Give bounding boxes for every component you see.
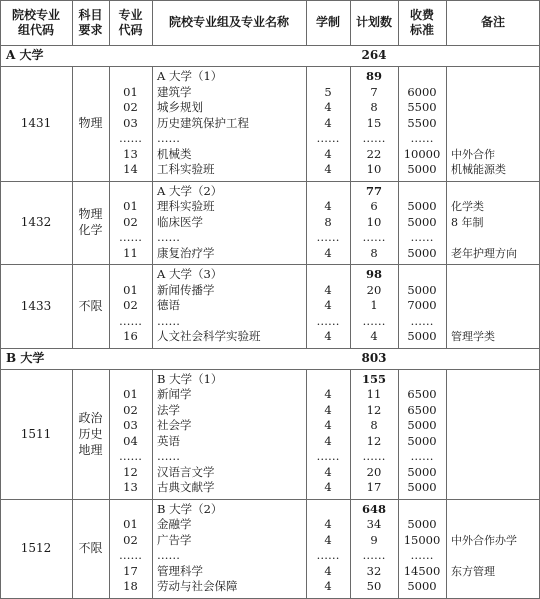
major-plan: …… [362, 131, 386, 145]
major-row [0, 85, 540, 101]
table-rule-vertical [350, 181, 351, 265]
major-row [0, 434, 540, 450]
major-plan: 34 [366, 517, 382, 531]
table-rule-vertical [0, 181, 1, 265]
major-code: 12 [123, 464, 138, 479]
major-plan: 12 [366, 433, 382, 448]
major-name: 广告学 [157, 532, 192, 547]
major-years: 4 [324, 517, 332, 531]
major-note: 中外合作 [451, 147, 495, 161]
major-code: 02 [123, 298, 138, 312]
table-rule-vertical [398, 499, 399, 598]
major-years: 4 [324, 199, 332, 213]
major-code: 01 [123, 517, 138, 531]
table-rule-vertical [306, 0, 307, 45]
header-years-text: 学制 [315, 15, 340, 29]
major-years: …… [316, 449, 340, 463]
major-row [0, 329, 540, 345]
table-rule-vertical [152, 499, 153, 598]
major-row [0, 246, 540, 262]
major-row [0, 298, 540, 314]
major-code: …… [119, 449, 142, 463]
major-fee: …… [410, 131, 434, 145]
major-name: 汉语言文学 [157, 464, 215, 479]
major-plan: 20 [366, 464, 382, 479]
major-plan: 50 [366, 579, 382, 593]
header-major-code [109, 0, 152, 45]
major-row [0, 199, 540, 215]
major-name: 工科实验班 [157, 162, 215, 176]
table-rule-horizontal [0, 264, 540, 265]
major-row [0, 100, 540, 116]
major-plan: 9 [370, 532, 378, 547]
header-fee-line2: 标准 [409, 22, 434, 37]
group-code: 1511 [20, 426, 52, 441]
major-code: …… [119, 131, 142, 145]
major-name: 人文社会科学实验班 [157, 329, 261, 343]
table-rule-vertical [350, 66, 351, 181]
major-years: 4 [324, 579, 332, 593]
major-code: 02 [123, 402, 138, 417]
major-code: 04 [123, 433, 138, 448]
major-name: A 大学（1） [157, 69, 223, 83]
major-name: …… [157, 131, 180, 145]
school-total-plan: 803 [361, 350, 387, 365]
major-years: 4 [324, 418, 332, 432]
major-name: 历史建筑保护工程 [157, 115, 249, 130]
major-fee: 14500 [403, 563, 441, 578]
header-fee-line1: 收费 [409, 7, 434, 22]
major-name: 英语 [157, 433, 180, 448]
major-years: …… [316, 131, 340, 145]
major-code: 13 [123, 480, 138, 494]
major-code: …… [119, 548, 142, 562]
major-code: 01 [123, 282, 138, 297]
group-title-row [0, 267, 540, 283]
major-plan: 89 [365, 69, 382, 83]
table-rule-vertical [152, 181, 153, 265]
major-plan: 648 [361, 501, 386, 516]
table-rule-vertical [306, 369, 307, 499]
school-row [0, 47, 540, 64]
major-name: B 大学（1） [157, 371, 223, 386]
major-fee: …… [410, 313, 434, 328]
school-total-plan: 264 [361, 48, 387, 62]
table-rule-horizontal [0, 66, 540, 67]
major-row [0, 564, 540, 580]
table-rule-vertical [446, 499, 447, 598]
major-name: …… [157, 230, 180, 244]
table-rule-vertical [0, 45, 1, 66]
school-row [0, 350, 540, 367]
major-plan: 6 [370, 199, 378, 213]
major-plan: 10 [366, 214, 382, 229]
major-code: 03 [123, 418, 138, 432]
major-years: 4 [324, 433, 332, 448]
major-fee: 5000 [407, 214, 437, 229]
table-rule-vertical [72, 181, 73, 265]
table-rule-horizontal [0, 181, 540, 182]
major-fee: 6500 [407, 387, 437, 401]
major-name: 法学 [157, 402, 180, 417]
header-subject-line2: 要求 [78, 22, 103, 37]
major-name: 理科实验班 [157, 199, 215, 213]
group-title-row [0, 69, 540, 85]
table-rule-horizontal [0, 369, 540, 370]
major-years: 5 [324, 84, 332, 99]
major-plan: 77 [365, 183, 382, 198]
major-fee: 5000 [407, 329, 437, 343]
table-rule-vertical [72, 499, 73, 598]
major-years: 4 [324, 282, 332, 297]
major-name: 新闻传播学 [157, 282, 215, 297]
major-row [0, 314, 540, 330]
major-row [0, 162, 540, 178]
subject-line: 不限 [78, 298, 103, 313]
major-years: 4 [324, 100, 332, 114]
major-name: 劳动与社会保障 [157, 579, 238, 593]
header-years [306, 0, 350, 45]
major-fee: 5500 [407, 100, 437, 114]
major-code: 01 [123, 84, 138, 99]
major-row [0, 533, 540, 549]
table-rule-vertical [72, 66, 73, 181]
major-fee: …… [410, 548, 434, 562]
table-rule-vertical [446, 0, 447, 45]
major-name: 古典文献学 [157, 480, 215, 494]
major-years: 4 [324, 245, 332, 260]
header-group-code-line1: 院校专业 [11, 7, 60, 22]
major-fee: 6500 [407, 402, 437, 417]
subject-line: 不限 [78, 541, 103, 555]
major-fee: 10000 [403, 146, 441, 161]
subject-line: 化学 [78, 223, 103, 238]
major-fee: 5000 [407, 464, 437, 479]
table-rule-vertical [109, 264, 110, 348]
major-fee: …… [410, 230, 434, 244]
major-note: 中外合作办学 [451, 533, 517, 547]
table-rule-vertical [72, 264, 73, 348]
table-rule-vertical [72, 369, 73, 499]
major-row [0, 465, 540, 481]
table-rule-vertical [0, 499, 1, 598]
group-code: 1433 [20, 298, 52, 313]
major-row [0, 230, 540, 246]
table-rule-vertical [109, 499, 110, 598]
major-row [0, 579, 540, 595]
major-code: 02 [123, 100, 138, 114]
table-rule-vertical [152, 66, 153, 181]
table-rule-vertical [306, 264, 307, 348]
major-years: 4 [324, 115, 332, 130]
major-fee: …… [410, 449, 434, 463]
major-plan: 8 [370, 418, 378, 432]
header-name [152, 0, 306, 45]
major-plan: 12 [366, 402, 382, 417]
major-plan: 98 [365, 267, 382, 281]
major-name: 金融学 [157, 517, 192, 531]
table-rule-vertical [398, 0, 399, 45]
major-plan: …… [362, 313, 386, 328]
major-plan: …… [362, 449, 386, 463]
header-major-code-line1: 专业 [118, 7, 143, 22]
major-years: 4 [324, 146, 332, 161]
major-code: 11 [123, 245, 138, 260]
major-row [0, 215, 540, 231]
major-years: 4 [324, 563, 332, 578]
major-years: 4 [324, 329, 332, 343]
table-rule-vertical [398, 369, 399, 499]
major-code: 14 [123, 162, 138, 176]
major-note: 老年护理方向 [451, 246, 517, 260]
table-rule-vertical [0, 66, 1, 181]
subject-line: 历史 [78, 426, 103, 441]
major-fee: 5000 [407, 517, 437, 531]
table-rule-vertical [350, 369, 351, 499]
major-name: 新闻学 [157, 387, 192, 401]
major-fee: 5000 [407, 162, 437, 176]
table-rule-vertical [350, 499, 351, 598]
header-group-code [0, 0, 72, 45]
major-plan: 4 [370, 329, 378, 343]
major-code: 18 [123, 579, 138, 593]
header-subject [72, 0, 109, 45]
major-plan: 155 [361, 371, 386, 386]
major-name: 城乡规划 [157, 100, 203, 114]
table-rule-vertical [152, 264, 153, 348]
major-row [0, 480, 540, 496]
major-name: 康复治疗学 [157, 245, 215, 260]
major-note: 化学类 [451, 200, 484, 213]
major-plan: 7 [370, 84, 378, 99]
group-title-row [0, 184, 540, 200]
major-name: 社会学 [157, 418, 192, 432]
major-row [0, 147, 540, 163]
major-note: 管理学类 [451, 330, 495, 343]
table-rule-vertical [109, 369, 110, 499]
major-fee: 5000 [407, 433, 437, 448]
major-plan: …… [362, 548, 386, 562]
table-rule-horizontal [0, 45, 540, 46]
major-name: 机械类 [157, 146, 192, 161]
major-plan: 20 [366, 282, 382, 297]
major-fee: 5000 [407, 199, 437, 213]
major-note: 东方管理 [451, 564, 495, 578]
table-rule-vertical [0, 0, 1, 45]
group-title-row [0, 502, 540, 518]
major-name: …… [157, 313, 180, 328]
table-rule-vertical [398, 181, 399, 265]
major-years: 4 [324, 480, 332, 494]
major-plan: 15 [366, 115, 382, 130]
major-row [0, 418, 540, 434]
major-years: 4 [324, 298, 332, 312]
major-row [0, 517, 540, 533]
major-plan: 8 [370, 100, 378, 114]
major-years: 4 [324, 387, 332, 401]
table-rule-vertical [72, 0, 73, 45]
header-major-code-line2: 代码 [118, 22, 143, 37]
major-years: …… [316, 548, 340, 562]
major-code: 13 [123, 146, 138, 161]
major-code: 01 [123, 387, 138, 401]
header-name-text: 院校专业组及专业名称 [168, 15, 289, 29]
table-rule-horizontal [0, 598, 540, 599]
table-rule-vertical [109, 66, 110, 181]
table-rule-vertical [152, 369, 153, 499]
table-rule-vertical [306, 66, 307, 181]
header-group-code-line2: 组代码 [17, 22, 54, 37]
major-fee: 5000 [407, 418, 437, 432]
table-rule-vertical [446, 66, 447, 181]
subject-line: 物理 [78, 116, 103, 131]
table-rule-vertical [446, 181, 447, 265]
major-plan: 10 [366, 162, 382, 176]
header-plan-text: 计划数 [355, 15, 392, 29]
table-rule-vertical [446, 369, 447, 499]
major-plan: 8 [370, 245, 378, 260]
group-title-row [0, 372, 540, 388]
table-rule-vertical [109, 181, 110, 265]
major-years: 8 [324, 214, 332, 229]
major-years: …… [316, 313, 340, 328]
table-rule-horizontal [0, 348, 540, 349]
major-years: 4 [324, 532, 332, 547]
table-rule-vertical [0, 348, 1, 369]
major-plan: 1 [370, 298, 378, 312]
major-fee: 5000 [407, 282, 437, 297]
major-row [0, 283, 540, 299]
major-years: 4 [324, 162, 332, 176]
table-rule-vertical [350, 0, 351, 45]
header-plan [350, 0, 398, 45]
major-plan: …… [362, 230, 386, 244]
major-fee: 5000 [407, 579, 437, 593]
subject-line: 物理 [78, 207, 103, 222]
major-fee: 5000 [407, 480, 437, 494]
table-rule-vertical [398, 264, 399, 348]
major-row [0, 116, 540, 132]
major-plan: 17 [366, 480, 382, 494]
table-rule-vertical [350, 264, 351, 348]
major-row [0, 403, 540, 419]
major-fee: 5000 [407, 245, 437, 260]
major-row [0, 548, 540, 564]
subject-line: 地理 [78, 442, 103, 457]
major-name: A 大学（2） [157, 183, 223, 198]
header-note [446, 0, 540, 45]
table-rule-vertical [109, 0, 110, 45]
major-code: …… [119, 313, 142, 328]
major-plan: 32 [366, 563, 382, 578]
major-code: 02 [123, 532, 138, 547]
major-code: 03 [123, 115, 138, 130]
header-note-text: 备注 [480, 15, 505, 29]
major-name: A 大学（3） [157, 267, 223, 281]
subject-line: 政治 [78, 410, 103, 425]
table-rule-vertical [306, 181, 307, 265]
group-code: 1431 [20, 116, 52, 131]
major-name: 德语 [157, 298, 180, 312]
table-rule-vertical [0, 369, 1, 499]
major-years: 4 [324, 402, 332, 417]
major-note: 机械能源类 [451, 163, 506, 176]
major-name: 建筑学 [157, 84, 192, 99]
school-name: A 大学 [6, 48, 44, 62]
major-fee: 6000 [407, 84, 437, 99]
major-code: 02 [123, 214, 138, 229]
major-code: 16 [123, 329, 138, 343]
major-row [0, 387, 540, 403]
group-code: 1512 [20, 541, 52, 555]
major-plan: 11 [366, 387, 382, 401]
school-name: B 大学 [6, 350, 45, 365]
major-code: 01 [123, 199, 138, 213]
major-name: 临床医学 [157, 214, 203, 229]
major-row [0, 449, 540, 465]
major-code: …… [119, 230, 142, 244]
major-plan: 22 [366, 146, 382, 161]
major-years: 4 [324, 464, 332, 479]
major-name: B 大学（2） [157, 501, 223, 516]
major-fee: 5500 [407, 115, 437, 130]
table-rule-horizontal [0, 499, 540, 500]
group-code: 1432 [20, 215, 52, 230]
header-fee [398, 0, 446, 45]
major-years: …… [316, 230, 340, 244]
major-name: …… [157, 548, 180, 562]
header-subject-line1: 科目 [78, 7, 103, 22]
major-code: 17 [123, 563, 138, 578]
table-rule-vertical [446, 264, 447, 348]
major-row [0, 131, 540, 147]
table-rule-vertical [152, 0, 153, 45]
major-fee: 15000 [403, 532, 441, 547]
major-name: 管理科学 [157, 563, 203, 578]
table-rule-vertical [0, 264, 1, 348]
table-rule-vertical [398, 66, 399, 181]
major-name: …… [157, 449, 180, 463]
major-note: 8 年制 [451, 215, 484, 229]
table-rule-vertical [306, 499, 307, 598]
table-rule-horizontal [0, 0, 540, 1]
major-fee: 7000 [407, 298, 437, 312]
